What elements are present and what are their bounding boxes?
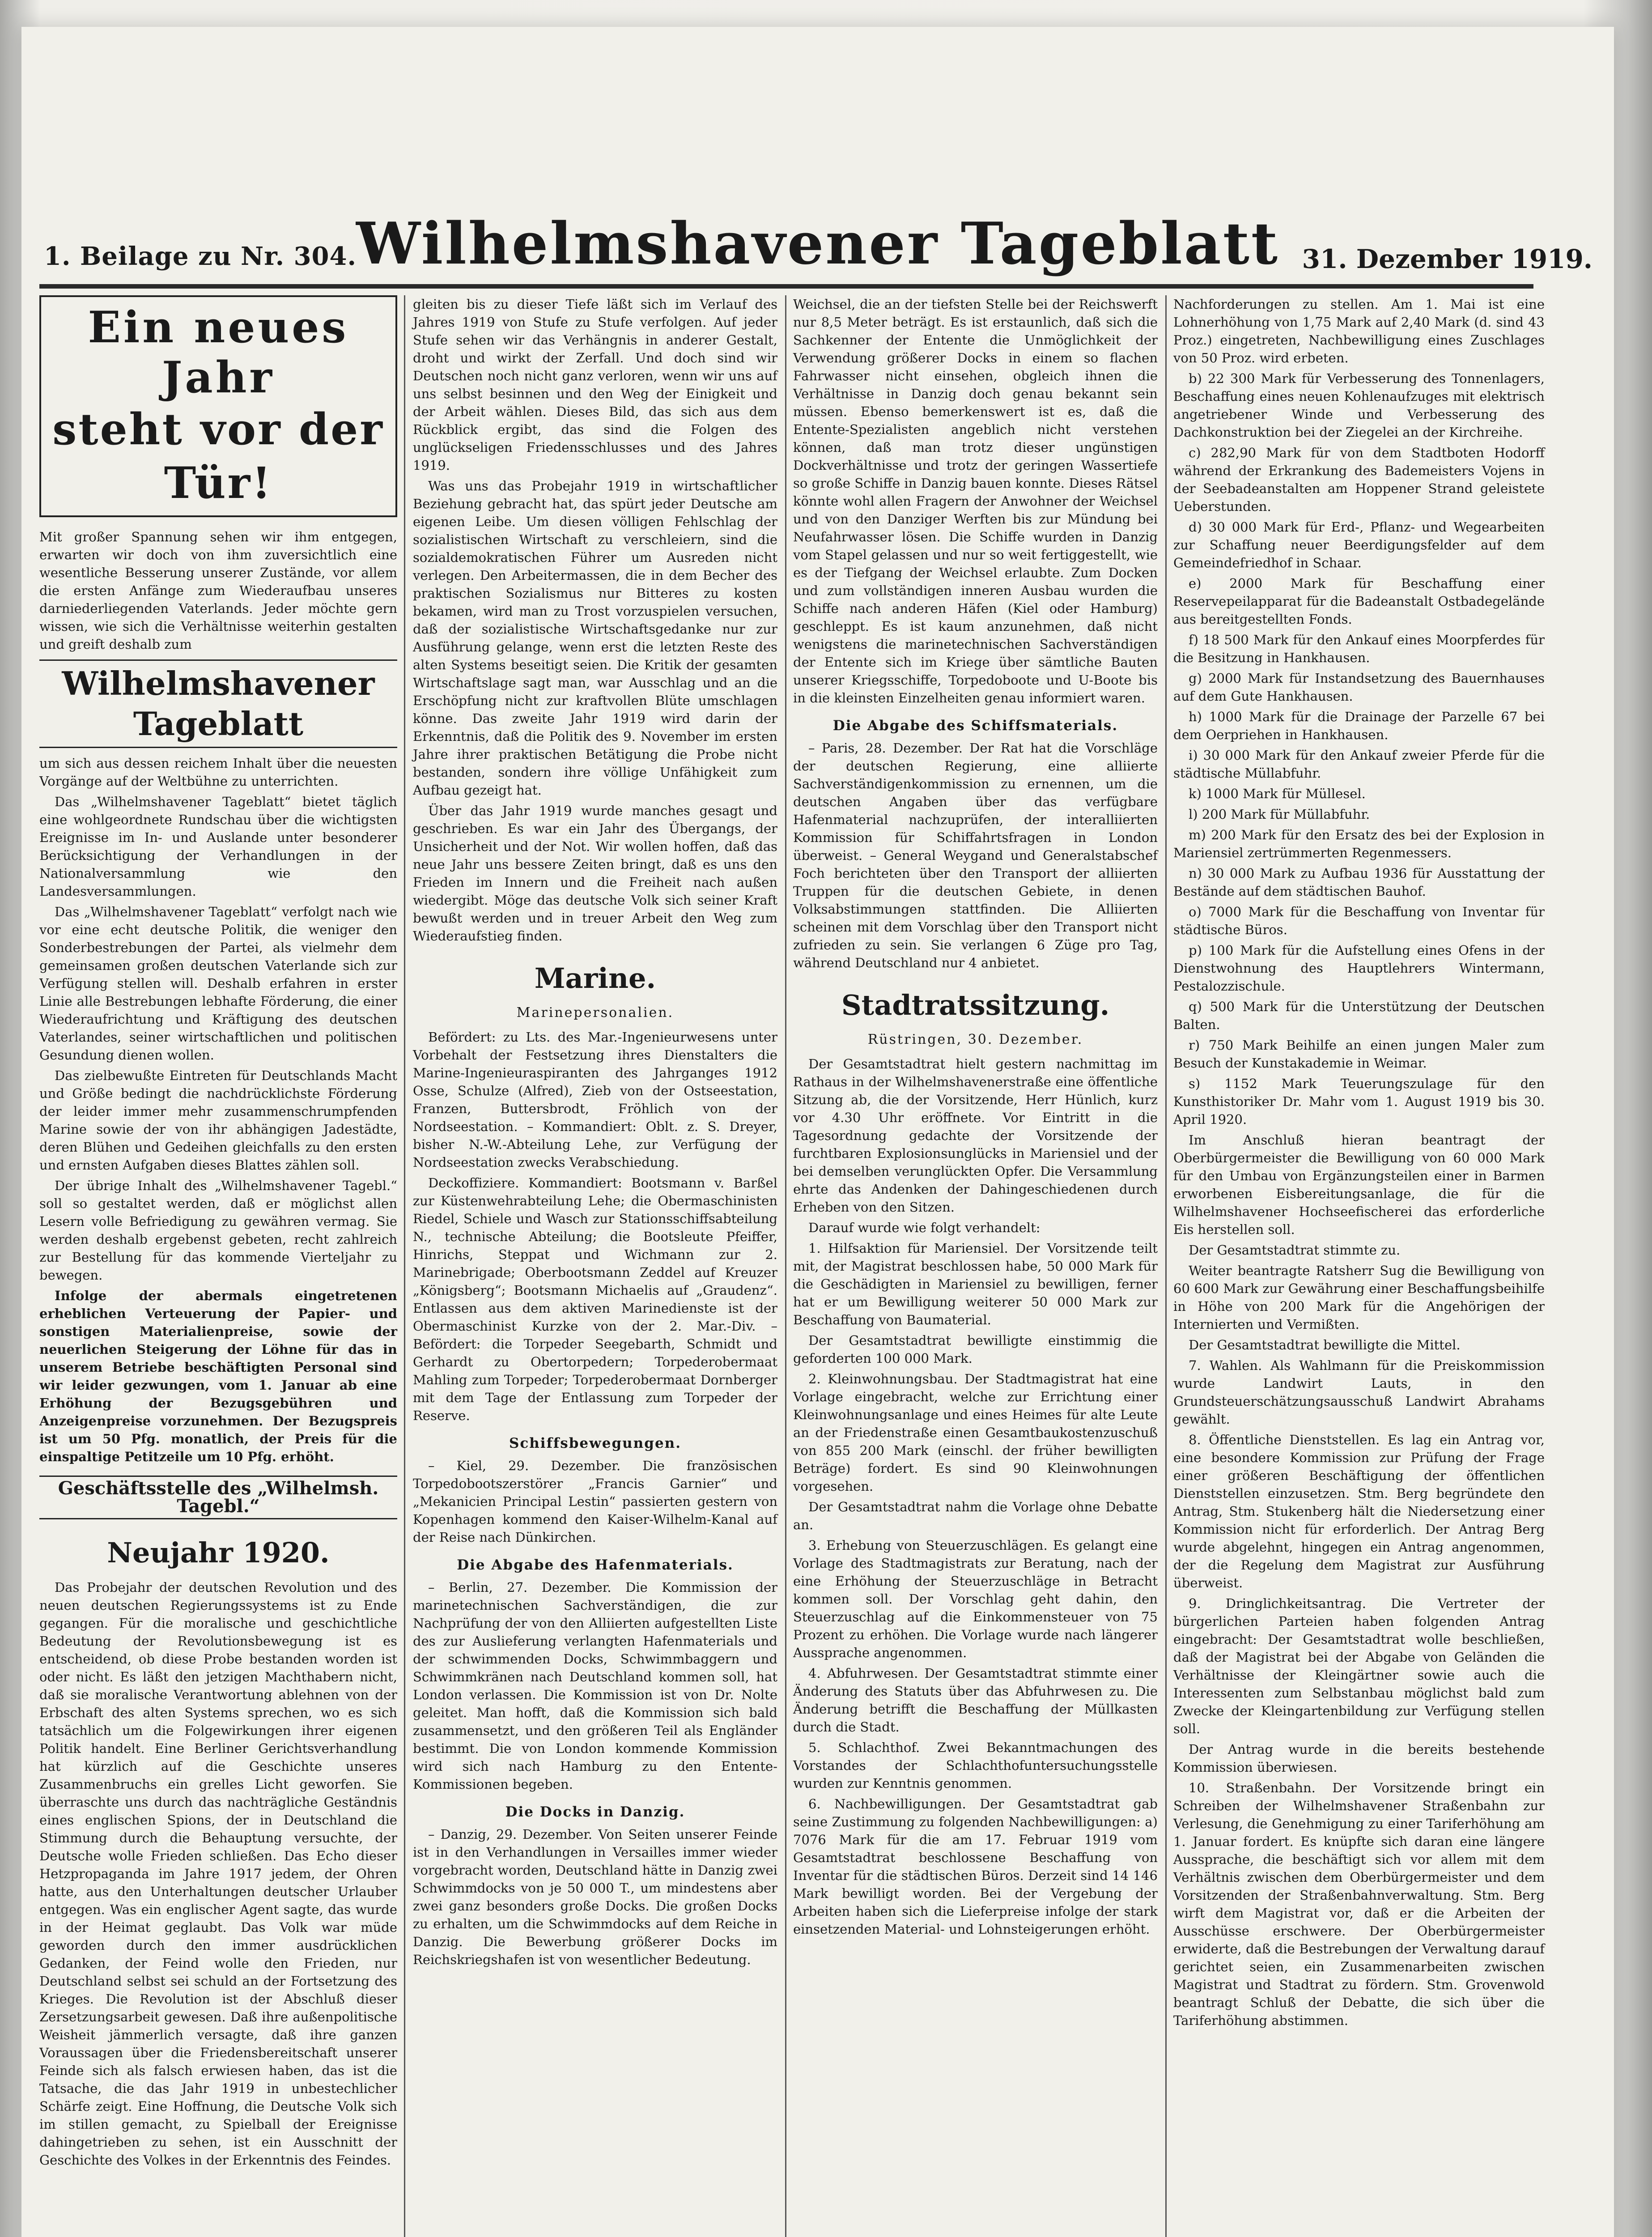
article-body: – Paris, 28. Dezember. Der Rat hat die Vorschläge der deutschen Regierung, eine alliierte Sachverständigenkommission zu ernennen, um die deutschen Angaben über das verfügbare Hafenmaterial nachzuprüfen, der interalliierten Kommission für Schiffahrtsfragen in London überweist. – General Weygand und Generalstabschef Foch berichteten über den Transport der alliierten Truppen für die deutschen Gebiete, in denen Volksabstimmungen stattfinden. Die Alliierten scheinen mit dem Vorschlag über den Transport nicht zufrieden zu sein. Sie verlangen 6 Züge pro Tag, während Deutschland nur 4 anbietet.: [793, 740, 1158, 970]
appropriation-item: e) 2000 Mark für Beschaffung einer Reservepeilapparat für die Badeanstalt Ostbadegelände aus bereitgestellten Fonds.: [1173, 576, 1545, 627]
newspaper-title: Wilhelmshavener Tageblatt: [356, 210, 1279, 277]
intro-text: Mit großer Spannung sehen wir ihm entgegen, erwarten wir doch von ihm zuversichtlich eine wesentliche Besserung unserer Zustände, vor allem die ersten Anfänge zum Wiederaufbau unseres darniederliegenden Vaterlands. Jeder möchte gern wissen, wie sich die Verhältnisse weiterhin gestalten und greift deshalb zum: [39, 529, 397, 652]
section-subtitle: Marinepersonalien.: [516, 1005, 674, 1021]
article-body: – Danzig, 29. Dezember. Von Seiten unserer Feinde ist in den Verhandlungen in Versailles immer wieder vorgebracht worden, Deutschland hätte in Danzig zwei Schwimmdocks von je 50 000 T., um mindestens aber zwei ganz besonders große Docks. Die großen Docks zu erhalten, um die Schwimmdocks auf dem Reiche in Danzig. Die Bewerbung größerer Docks im Reichskriegshafen ist von wesentlicher Bedeutung.: [413, 1827, 777, 1967]
article-body: Befördert: zu Lts. des Mar.-Ingenieurwesens unter Vorbehalt der Festsetzung ihres Dienstalters die Marine-Ingenieuraspiranten des Jahrganges 1912 Osse, Schulze (Alfred), Zieb von der Ostseestation, Franzen, Buttersbrodt, Fröhlich von der Nordseestation. – Kommandiert: Oblt. z. S. Dreyer, bisher N.-W.-Abteilung Lehe, zur Verfügung der Nordseestation zwecks Verabschiedung.: [413, 1029, 777, 1170]
subsection-heading: Die Abgabe des Hafenmaterials.: [457, 1557, 734, 1573]
masthead-rule: [39, 284, 1533, 289]
column-3: [793, 295, 1158, 1941]
article-body: 4. Abfuhrwesen. Der Gesamtstadtrat stimmte einer Änderung des Statuts über das Abfuhrwesen zu. Die Änderung betrifft die Beschaffung der Müllkasten durch die Stadt.: [793, 1666, 1158, 1735]
article-body: 10. Straßenbahn. Der Vorsitzende bringt ein Schreiben der Wilhelmshavener Straßenbahn zur Verlesung, die Genehmigung zu einer Tariferhöhung am 1. Januar fordert. Es knüpfte sich daran eine längere Aussprache, die beschäftigt sich vor allem mit dem Verhältnis zwischen dem Oberbürgermeister und dem Vorsitzenden der Straßenbahnverwaltung. Stm. Berg wirft dem Magistrat vor, daß er die Arbeiten der Ausschüsse erschwere. Der Oberbürgermeister erwiderte, daß die Bestrebungen der Verwaltung darauf gerichtet seien, ein Zusammenarbeiten zwischen Magistrat und Stadtrat zu fördern. Stm. Grovenwold beantragt Schluß der Debatte, die sich über die Tariferhöhung abstimmen.: [1173, 1780, 1545, 2028]
price-notice: Infolge der abermals eingetretenen erheblichen Verteuerung der Papier- und sonstigen Materialienpreise, sowie der neuerlichen Steigerung der Löhne für das in unserem Betriebe beschäftigten Personal sind wir leider gezwungen, vom 1. Januar ab eine Erhöhung der Bezugsgebühren und Anzeigenpreise vorzunehmen. Der Bezugspreis ist um 50 Pfg. monatlich, der Preis für die einspaltige Petitzeile um 10 Pfg. erhöht.: [39, 1288, 397, 1464]
section-title-stadtrat: Stadtratssitzung.: [841, 989, 1110, 1021]
article-body: – Berlin, 27. Dezember. Die Kommission der marinetechnischen Sachverständigen, die zur Nachprüfung der von den Alliierten aufgestellten Liste des zur Auslieferung verlangten Hafenmaterials und der schwimmenden Docks, Schwimmbaggern und Schwimmkränen nach Deutschland kommen soll, hat London verlassen. Die Kommission ist von Dr. Nolte geleitet. Man hofft, daß die Kommission sich bald zusammensetzt, und den größeren Teil als Engländer bestimmt. Die von London kommende Kommission wird sich nach Hamburg zu den Entente-Kommissionen begeben.: [413, 1580, 777, 1792]
masthead: [21, 201, 1614, 291]
appropriations-list: [1173, 370, 1545, 1128]
appropriation-item: h) 1000 Mark für die Drainage der Parzelle 67 bei dem Oerpriehen in Hankhausen.: [1173, 709, 1545, 742]
appropriation-item: i) 30 000 Mark für den Ankauf zweier Pferde für die städtische Müllabfuhr.: [1173, 748, 1545, 781]
appropriation-item: d) 30 000 Mark für Erd-, Pflanz- und Wegearbeiten zur Schaffung neuer Beerdigungsfelder auf dem Gemeindefriedhof in Schaar.: [1173, 519, 1545, 570]
article-body: gleiten bis zu dieser Tiefe läßt sich im Verlauf des Jahres 1919 von Stufe zu Stufe verfolgen. Auf jeder Stufe sehen wir das Verhängnis in anderer Gestalt, droht und wirkt der Zerfall. Und doch sind wir Deutschen noch nicht ganz verloren, wenn wir uns auf uns selbst besinnen und den Weg der Einigkeit und der Arbeit wählen. Dieses Bild, das sich aus dem Rückblick ergibt, das sind die Folgen des unglückseligen Friedensschlusses und des Jahres 1919.: [413, 297, 777, 473]
subsection-heading: Die Abgabe des Schiffsmaterials.: [832, 718, 1118, 734]
article-body: 2. Kleinwohnungsbau. Der Stadtmagistrat hat eine Vorlage eingebracht, welche zur Errichtung einer Kleinwohnungsanlage und eines Heimes für alte Leute an der Friedenstraße einen Gesamtbaukostenzuschuß von 855 200 Mark (einschl. der früher bewilligten Beträge) fordert. Es sind 90 Kleinwohnungen vorgesehen.: [793, 1371, 1158, 1494]
ad-paragraph: Das „Wilhelmshavener Tageblatt“ verfolgt nach wie vor eine echt deutsche Politik, die weniger den Sonderbestrebungen der Partei, als vielmehr dem gemeinsamen großen deutschen Vaterlande sich zur Verfügung stellen will. Deshalb erfahren in erster Linie alle Bestrebungen lebhafte Förderung, die einer Wiederaufrichtung und Kräftigung des deutschen Vaterlandes, seiner wirtschaftlichen und politischen Gesundung dienen wollen.: [39, 904, 397, 1063]
appropriation-item: s) 1152 Mark Teuerungszulage für den Kunsthistoriker Dr. Mahr vom 1. August 1919 bis 30. April 1920.: [1173, 1076, 1545, 1127]
appropriation-item: l) 200 Mark für Müllabfuhr.: [1189, 807, 1370, 822]
appropriation-item: g) 2000 Mark für Instandsetzung des Bauernhauses auf dem Gute Hankhausen.: [1173, 671, 1545, 704]
article-body: 9. Dringlichkeitsantrag. Die Vertreter der bürgerlichen Parteien haben folgenden Antrag eingebracht: Der Gesamtstadtrat wolle beschließen, daß der Magistrat bei der Abgabe von Geländen die Verhältnisse der Kleingärtner sowie auch die Interessenten zum Selbstanbau möglichst bald zum Zwecke der Kleingartenbildung zur Verfügung stellen soll.: [1173, 1596, 1545, 1736]
article-body: – Kiel, 29. Dezember. Die französischen Torpedobootszerstörer „Francis Garnier“ und „Mekanicien Principal Lestin“ passierten gestern von Kopenhagen kommend den Kaiser-Wilhelm-Kanal auf der Reise nach Dünkirchen.: [413, 1458, 777, 1545]
column-divider: [404, 295, 405, 2237]
subsection-heading: Die Docks in Danzig.: [505, 1804, 685, 1820]
new-year-heading-1: Ein neues Jahr: [88, 302, 349, 403]
new-year-box: [39, 295, 397, 517]
section-subtitle: Rüstringen, 30. Dezember.: [867, 1032, 1083, 1047]
appropriation-item: q) 500 Mark für die Unterstützung der Deutschen Balten.: [1173, 999, 1545, 1032]
article-body: 5. Schlachthof. Zwei Bekanntmachungen des Vorstandes der Schlachthofuntersuchungsstelle wurden zur Kenntnis genommen.: [793, 1740, 1158, 1791]
appropriation-item: n) 30 000 Mark zu Aufbau 1936 für Ausstattung der Bestände auf dem städtischen Bauhof.: [1173, 866, 1545, 899]
appropriation-item: c) 282,90 Mark für von dem Stadtboten Hodorff während der Erkrankung des Bademeisters Vojens in der Seebadeanstalten am Hoppener Strand geleistete Ueberstunden.: [1173, 445, 1545, 514]
column-divider: [1165, 295, 1167, 2237]
appropriation-item: f) 18 500 Mark für den Ankauf eines Moorpferdes für die Besitzung in Hankhausen.: [1173, 632, 1545, 665]
article-body: Deckoffiziere. Kommandiert: Bootsmann v. Barßel zur Küstenwehrabteilung Lehe; die Obermaschinisten Riedel, Schiele und Wasch zur Stationsschiffsabteilung N., technische Abteilung; die Bootsleute Pfeiffer, Hinrichs, Steppat und Wichmann zur 2. Marinebrigade; Oberbootsmann Zeddel auf Kreuzer „Königsberg“; Bootsmann Michaelis auf „Graudenz“. Entlassen aus dem aktiven Marinedienste ist der Obermaschinist Kurzke von der 2. Mar.-Div. – Befördert: die Torpeder Seegebarth, Schmidt und Gerhardt zu Obertorpedern; Torpederobermaat Mahling zum Torpeder; Torpederobermaat Dornberger mit dem Tage der Entlassung zum Torpeder der Reserve.: [413, 1175, 777, 1423]
column-4: [1173, 295, 1545, 2032]
ad-newspaper-title: Wilhelmshavener Tageblatt: [39, 659, 397, 748]
appropriation-item: o) 7000 Mark für die Beschaffung von Inventar für städtische Büros.: [1173, 904, 1545, 937]
ad-paragraph: Das „Wilhelmshavener Tageblatt“ bietet täglich eine wohlgeordnete Rundschau über die wichtigsten Ereignisse im In- und Auslande unter besonderer Berücksichtigung der Verhandlungen in der Nationalversammlung wie den Landesversammlungen.: [39, 794, 397, 899]
appropriation-item: m) 200 Mark für den Ersatz des bei der Explosion in Mariensiel zertrümmerten Regenmessers.: [1173, 827, 1545, 860]
article-body: Der Gesamtstadtrat bewilligte einstimmig die geforderten 100 000 Mark.: [793, 1333, 1158, 1366]
column-2: [413, 295, 777, 1971]
article-body: Weiter beantragte Ratsherr Sug die Bewilligung von 60 600 Mark zur Gewährung einer Beschaffungsbeihilfe in Höhe von 200 Mark für die Angehörigen der Internierten und Vermißten.: [1173, 1263, 1545, 1332]
appropriation-item: b) 22 300 Mark für Verbesserung des Tonnenlagers, Beschaffung eines neuen Kohlenaufzuges mit elektrisch angetriebener Winde und Verbesserung des Dachkonstruktion bei der Ziegelei an der Kirchreihe.: [1173, 371, 1545, 440]
article-body: Der Gesamtstadtrat hielt gestern nachmittag im Rathaus in der Wilhelmshavenerstraße eine öffentliche Sitzung ab, die der Vorsitzende, Herr Hünlich, kurz vor 4.30 Uhr eröffnete. Vor Eintritt in die Tagesordnung gedachte der Vorsitzende der furchtbaren Explosionsunglücks in Mariensiel und der bei demselben verunglückten Opfer. Die Versammlung ehrte das Andenken der Dahingeschiedenen durch Erheben von den Sitzen.: [793, 1056, 1158, 1215]
article-body: 7. Wahlen. Als Wahlmann für die Preiskommission wurde Landwirt Lauts, in den Grundsteuerschätzungsausschuß Landwirt Abrahams gewählt.: [1173, 1358, 1545, 1427]
article-body: Der Antrag wurde in die bereits bestehende Kommission überwiesen.: [1173, 1742, 1545, 1775]
issue-date: 31. Dezember 1919.: [1302, 244, 1593, 274]
article-body: Nachforderungen zu stellen. Am 1. Mai ist eine Lohnerhöhung von 1,75 Mark auf 2,40 Mark (d. sind 43 Proz.) eingetreten, Nachbewilligung eines Zuschlages von 50 Proz. wird erbeten.: [1173, 297, 1545, 366]
article-body: Über das Jahr 1919 wurde manches gesagt und geschrieben. Es war ein Jahr des Übergangs, der Unsicherheit und der Not. Wir wollen hoffen, daß das neue Jahr uns bessere Zeiten bringt, daß es uns den Frieden im Innern und die Freiheit nach außen wiedergibt. Möge das deutsche Volk sich seiner Kraft bewußt werden und in treuer Arbeit den Weg zum Wiederaufstieg finden.: [413, 803, 777, 944]
appropriation-item: r) 750 Mark Beihilfe an einen jungen Maler zum Besuch der Kunstakademie in Weimar.: [1173, 1038, 1545, 1071]
article-body: Der Gesamtstadtrat nahm die Vorlage ohne Debatte an.: [793, 1499, 1158, 1532]
article-body: Der Gesamtstadtrat stimmte zu.: [1189, 1242, 1401, 1258]
article-body: Weichsel, die an der tiefsten Stelle bei der Reichswerft nur 8,5 Meter beträgt. Es ist erstaunlich, daß sich die Sachkenner der Entente die Unmöglichkeit der Verwendung größerer Docks in einem so flachen Fahrwasser nicht einsehen, obgleich ihnen die Verhältnisse in Danzig doch genau bekannt sein müssen. Ebenso bemerkenswert ist es, daß die Entente-Spezialisten angeblich nicht verstehen können, daß man trotz dieser ungünstigen Dockverhältnisse und trotz der geringen Wassertiefe so große Schiffe in Danzig bauen konnte. Dieses Rätsel könnte wohl allen Fragern der Anwohner der Weichsel und von den Danziger Werften bis zur Mündung bei Neufahrwasser lösen. Die Schiffe wurden in Danzig vom Stapel gelassen und nur so weit fertiggestellt, wie es der Tiefgang der Weichsel erlaubte. Zum Docken und zum vollständigen inneren Ausbau wurden die Schiffe nach anderen Häfen (Kiel oder Hamburg) geschleppt. Es ist kaum anzunehmen, daß nicht wenigstens die marinetechnischen Sachverständigen der Entente sich im Kriege über sämtliche Bauten unserer Kriegsschiffe, Torpedoboote und U-Boote bis in die kleinsten Einzelheiten genau informiert waren.: [793, 297, 1158, 706]
section-title-marine: Marine.: [534, 962, 656, 995]
article-body: Das Probejahr der deutschen Revolution und des neuen deutschen Regierungssystems ist zu Ende gegangen. Für die moralische und geschichtliche Bedeutung der Revolutionsbewegung ist es entscheidend, ob diese Probe bestanden worden ist oder nicht. Es läßt den jetzigen Machthabern nicht, daß sie moralische Verantwortung ablehnen von der Erbschaft des alten Systems sprechen, wo es sich tatsächlich um die Folgewirkungen ihrer eigenen Politik handelt. Eine Berliner Gerichtsverhandlung hat kürzlich auf die Geschichte unseres Zusammenbruchs ein grelles Licht geworfen. Sie überraschte uns durch das nachträgliche Geständnis eines englischen Spions, der in Deutschland die Stimmung durch die Behauptung versuchte, der Deutsche wolle Frieden schließen. Das Echo dieser Hetzpropaganda im Jahre 1917 jedem, der Ohren hatte, aus den Unterhaltungen deutscher Urlauber entgegen. Was ein englischer Agent sagte, das wurde in der Heimat geglaubt. Das Volk war müde geworden durch den immer ausdrücklichen Gedanken, der Feind wolle den Frieden, nur Deutschland selbst sei schuld an der Fortsetzung des Krieges. Die Revolution ist der Abschluß dieser Zersetzungsarbeit gewesen. Daß ihre außenpolitische Weisheit jämmerlich versagte, daß ihre ganzen Voraussagen über die Friedensbereitschaft unserer Feinde sich als falsch erwiesen haben, das ist die Tatsache, die das Jahr 1919 in unbestechlicher Schärfe zeigt. Eine Hoffnung, die Deutsche Volk sich im stillen gemacht, zu Spielball der Ereignisse dahingetrieben zu sehen, ist ein Ausschnitt der Geschichte des Volkes in der Erkenntnis des Feindes.: [39, 1580, 397, 2168]
supplement-label: 1. Beilage zu Nr. 304.: [44, 242, 357, 271]
new-year-heading-2: steht vor der Tür!: [52, 404, 384, 508]
newspaper-page: [21, 27, 1614, 2237]
column-divider: [785, 295, 786, 2237]
article-body: Im Anschluß hieran beantragt der Oberbürgermeister die Bewilligung von 60 000 Mark für den Umbau von Ergänzungsteilen einer in Barmen erworbenen Eisbereitungsanlage, die für die Wilhelmshavener Hochseefischerei das erforderliche Eis herstellen soll.: [1173, 1132, 1545, 1237]
article-body: Darauf wurde wie folgt verhandelt:: [808, 1220, 1040, 1235]
ad-paragraph: Das zielbewußte Eintreten für Deutschlands Macht und Größe bedingt die nachdrücklichste Förderung der leider immer mehr zusammenschrumpfenden Marine sowie der von ihr abhängigen Jadestädte, deren Blühen und Gedeihen gleichfalls zu den ersten und ernsten Aufgaben dieses Blattes zählen soll.: [39, 1068, 397, 1173]
article-body: 1. Hilfsaktion für Mariensiel. Der Vorsitzende teilt mit, der Magistrat beschlossen habe, 50 000 Mark für die Geschädigten in Mariensiel zu bewilligen, ferner hat er um Bewilligung weiterer 50 000 Mark zur Beschaffung von Baumaterial.: [793, 1241, 1158, 1327]
article-body: Was uns das Probejahr 1919 in wirtschaftlicher Beziehung gebracht hat, das spürt jeder Deutsche am eigenen Leibe. Um diesen völligen Fehlschlag der sozialistischen Wirtschaft zu verschleiern, sind die sozialdemokratischen Führer um Ausreden nicht verlegen. Den Arbeitermassen, die in dem Becher des praktischen Sozialismus nur Bitteres zu kosten bekamen, wird man zu Trost vorzuspielen versuchen, daß der sozialistische Wirtschaftsgedanke nur zur Ausführung gelange, wenn erst die letzten Reste des alten Systems beseitigt seien. Die Kritik der gesamten Wirtschaftslage sagt man, war Ausschlag und an die Erschöpfung nicht zur kraftvollen Blüte umschlagen könne. Das zweite Jahr 1919 wird darin der Erkenntnis, daß die Politik des 9. November im ersten Jahre ihrer praktischen Betätigung die Probe nicht bestanden, sondern ihre völlige Unfähigkeit zum Aufbau gezeigt hat.: [413, 478, 777, 798]
subsection-heading: Schiffsbewegungen.: [509, 1435, 681, 1451]
article-title-neujahr: Neujahr 1920.: [107, 1536, 330, 1569]
ad-paragraph: um sich aus dessen reichem Inhalt über die neuesten Vorgänge auf der Weltbühne zu unterrichten.: [39, 756, 397, 789]
article-body: 8. Öffentliche Dienststellen. Es lag ein Antrag vor, eine besondere Kommission zur Prüfung der Frage einer größeren Beschäftigung der öffentlichen Dienststellen einzusetzen. Stm. Berg begründete den Antrag, Stm. Stukenberg hält die Niedersetzung einer Kommission nicht für erforderlich. Der Antrag Berg wurde abgelehnt, hingegen ein Antrag angenommen, der die Regelung dem Magistrat zur Ausführung überweist.: [1173, 1432, 1545, 1591]
appropriation-item: k) 1000 Mark für Müllesel.: [1189, 786, 1366, 801]
appropriation-item: p) 100 Mark für die Aufstellung eines Ofens in der Dienstwohnung des Hauptlehrers Wintermann, Pestalozzischule.: [1173, 943, 1545, 994]
office-signature: Geschäftsstelle des „Wilhelmsh. Tagebl.“: [39, 1476, 397, 1519]
column-1: [39, 295, 397, 2172]
article-body: Der Gesamtstadtrat bewilligte die Mittel.: [1189, 1337, 1461, 1352]
article-body: 6. Nachbewilligungen. Der Gesamtstadtrat gab seine Zustimmung zu folgenden Nachbewilligungen: a) 7076 Mark für die am 17. Februar 1919 vom Gesamtstadtrat beschlossene Beschaffung von Inventar für die städtischen Büros. Derzeit sind 14 146 Mark bewilligt worden. Bei der Vergebung der Arbeiten haben sich die Lieferpreise infolge der stark einsetzenden Material- und Lohnsteigerungen erhöht.: [793, 1796, 1158, 1937]
article-body: 3. Erhebung von Steuerzuschlägen. Es gelangt eine Vorlage des Stadtmagistrats zur Beratung, nach der eine Erhöhung der Steuerzuschläge in Betracht kommen soll. Der Vorschlag geht dahin, den Steuerzuschlag auf die Einkommensteuer von 75 Prozent zu erhöhen. Die Vorlage wurde nach längerer Aussprache angenommen.: [793, 1538, 1158, 1660]
ad-paragraph: Der übrige Inhalt des „Wilhelmshavener Tagebl.“ soll so gestaltet werden, daß er möglichst allen Lesern volle Befriedigung zu gewähren vermag. Sie werden deshalb ergebenst gebeten, recht zahlreich zur Bestellung für das kommende Vierteljahr zu bewegen.: [39, 1178, 397, 1283]
